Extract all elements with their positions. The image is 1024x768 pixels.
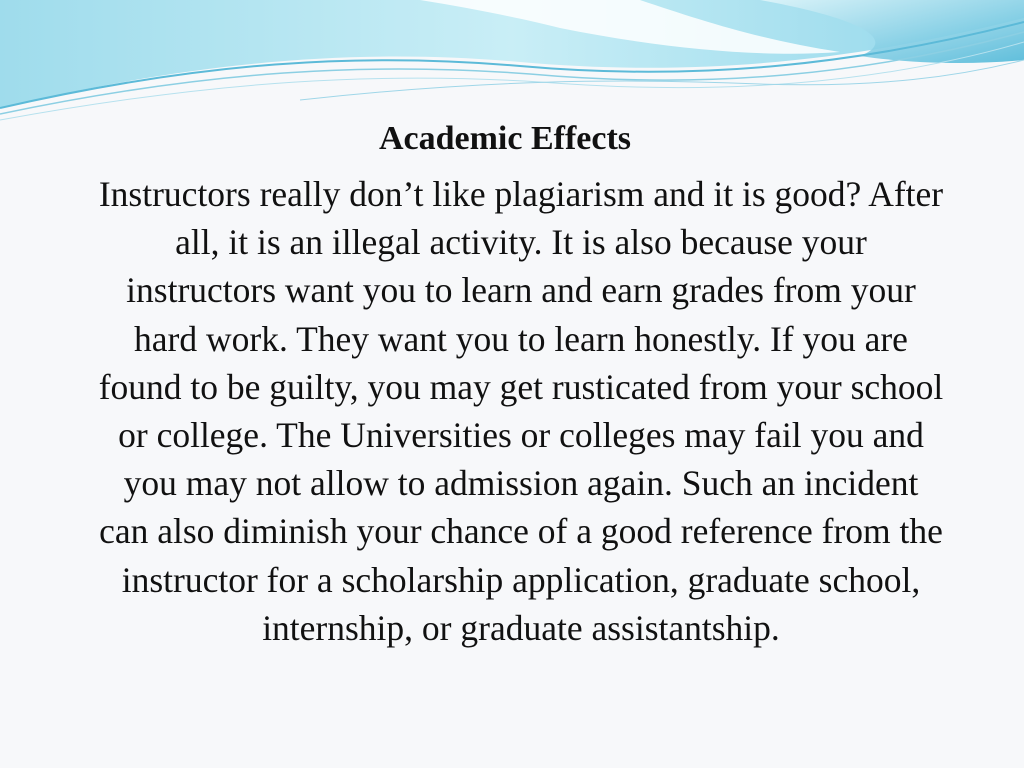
header-wave-decoration <box>0 0 1024 130</box>
slide-title: Academic Effects <box>378 120 632 157</box>
slide-body-text: Instructors really don’t like plagiarism and it is good? After all, it is an illegal activity. It is also because your instructors want you to learn and earn grades from your hard work. They want you to learn honestly. If you are found to be guilty, you may get rusticated from your school or college. The Universities or colleges may fail you and you may not allow to admission again. Such an incident can also diminish your chance of a good reference from the instructor for a scholarship application, graduate school, internship, or graduate assistantship. <box>98 174 944 648</box>
